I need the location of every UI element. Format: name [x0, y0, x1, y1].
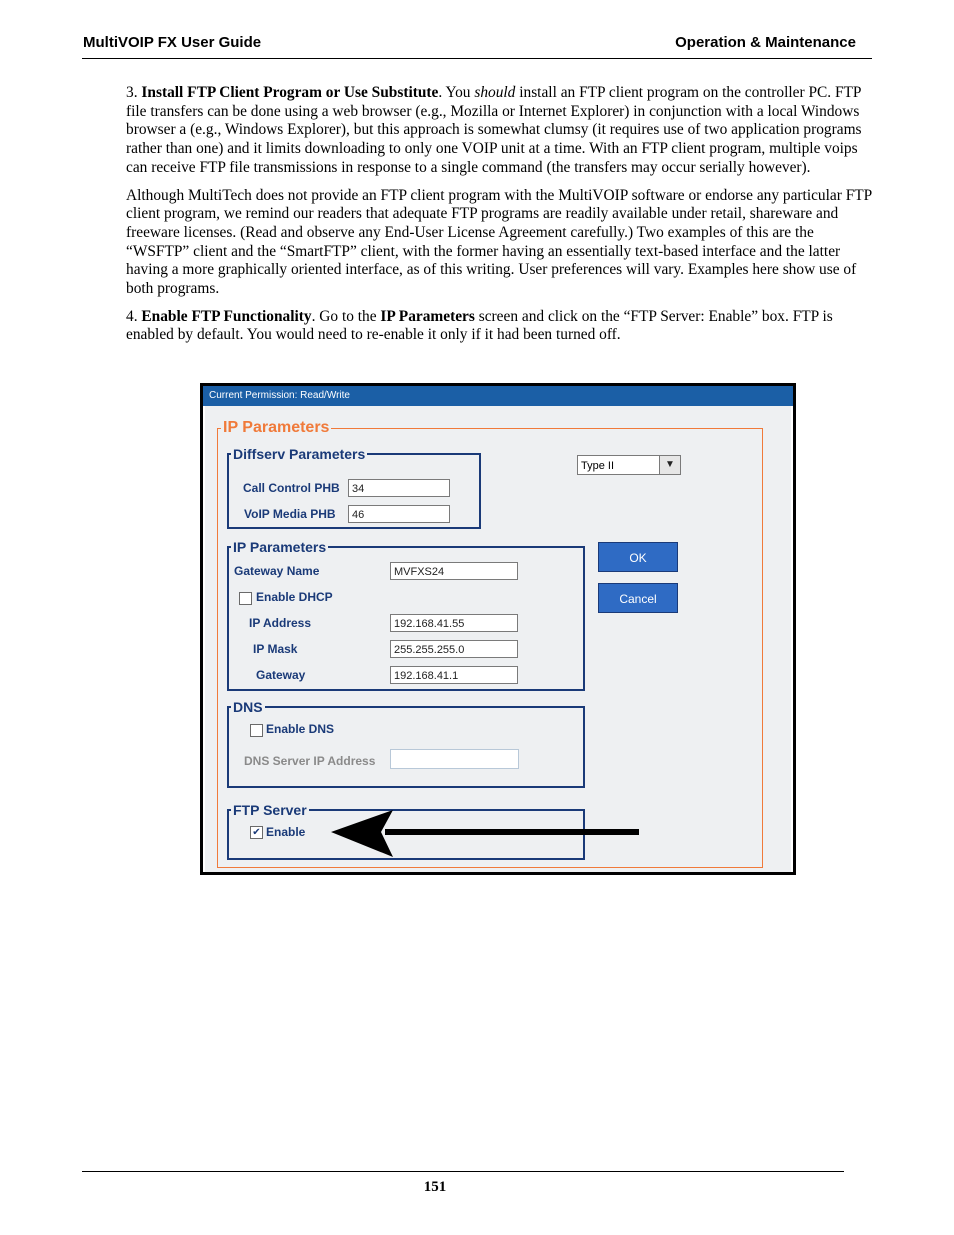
paragraph-step-3: 3. Install FTP Client Program or Use Substitute. You should install an FTP client program on the controller PC. FTP file transfers can be done using a web browser (e.g., Mozilla or Internet Explorer) in conjunction with a local Windows browser a (e.g., Windows Explorer), but this approach is somewhat clumsy (it requires use of two application programs rather than one) and it limits downloading to only one VOIP unit at a time. With an FTP client program, multiple voips can receive FTP file transmissions in response to a single command (the transfers may occur serially however). [126, 84, 862, 176]
diffserv-title: Diffserv Parameters [233, 446, 366, 462]
voip-media-input[interactable]: 46 [348, 505, 450, 523]
ip-mask-input[interactable]: 255.255.255.0 [390, 640, 518, 658]
panel-title: IP Parameters [223, 419, 330, 436]
gateway-input[interactable]: 192.168.41.1 [390, 666, 518, 684]
ip-parameters-panel [205, 406, 791, 872]
step-4-heading: Enable FTP Functionality [141, 307, 312, 325]
body-text [126, 84, 872, 354]
chevron-down-icon[interactable]: ▼ [659, 456, 680, 474]
gateway-name-input[interactable]: MVFXS24 [390, 562, 518, 580]
dns-title: DNS [233, 699, 263, 715]
call-control-input[interactable]: 34 [348, 479, 450, 497]
step-3-heading: Install FTP Client Program or Use Substitute [141, 84, 439, 101]
enable-dhcp-label: Enable DHCP [256, 590, 333, 604]
ip-mask-label: IP Mask [253, 642, 298, 656]
ftp-server-title: FTP Server [233, 802, 307, 818]
paragraph-ftp-clients: Although MultiTech does not provide an FTP client program with the MultiVOIP software or endorse any particular FTP client program, we remind our readers that adequate FTP programs are readily available under retail, shareware and freeware licenses. (Read and observe any End-User License Agreement carefully.) Two examples of this are the “WSFTP” client and the “SmartFTP” client, with the former having an essentially text-based interface and the latter having a more graphically oriented interface, as of this writing. User preferences will vary. Examples here show use of both programs. [126, 186, 872, 298]
voip-media-label: VoIP Media PHB [244, 507, 336, 521]
checkmark-icon: ✔ [252, 827, 261, 838]
paragraph-step-4: 4. Enable FTP Functionality. Go to the IP Parameters screen and click on the “FTP Server: Enable” box. FTP is enabled by default. You would need to re-enable it only if it had been turned off. [126, 307, 833, 344]
gateway-label: Gateway [256, 668, 306, 682]
gateway-name-label: Gateway Name [234, 564, 320, 578]
type-select-value: Type II [581, 460, 615, 472]
ip-parameters-screenshot [200, 383, 796, 875]
arrow-head [331, 810, 393, 857]
header-rule [82, 58, 872, 59]
header-title: MultiVOIP FX User Guide [83, 34, 262, 51]
ip-address-input[interactable]: 192.168.41.55 [390, 614, 518, 632]
ip-address-label: IP Address [249, 616, 312, 630]
ftp-enable-label: Enable [266, 825, 306, 839]
cancel-button[interactable]: Cancel [598, 583, 678, 613]
enable-dns-label: Enable DNS [266, 722, 335, 736]
ip-group-title: IP Parameters [233, 539, 327, 555]
pointer-arrow-icon [205, 406, 791, 872]
dns-server-label: DNS Server IP Address [244, 754, 376, 768]
ok-button[interactable]: OK [598, 542, 678, 572]
page-number: 151 [423, 1179, 447, 1195]
header-section: Operation & Maintenance [675, 34, 856, 51]
permission-bar: Current Permission: Read/Write [203, 386, 793, 406]
footer-rule [82, 1171, 844, 1172]
call-control-label: Call Control PHB [243, 481, 340, 495]
